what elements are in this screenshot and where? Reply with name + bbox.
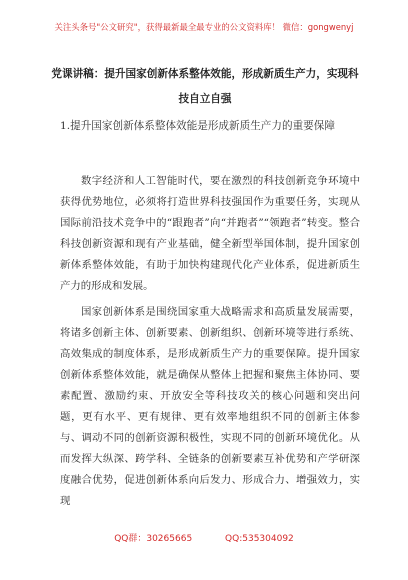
paragraph-1: 数字经济和人工智能时代，要在激烈的科技创新竞争环境中获得优势地位，必须将打造世界科技强国作为重要任务，实现从国际前沿技术竞争中的“跟跑者”向“并跑者”“领跑者”转变。整合科技创新资源和现有产业基础，健全新型举国体制，提升国家创新体系整体效能，有助于加快构建现代化产业体系，促进新质生产力的形成和发展。 [60, 175, 360, 292]
footer-contact [0, 533, 408, 545]
paragraph-2: 国家创新体系是围绕国家重大战略需求和高质量发展需要，将诸多创新主体、创新要素、创新组织、创新环境等进行系统、高效集成的制度体系，是形成新质生产力的重要保障。提升国家创新体系整体效能，就是确保从整体上把握和聚焦主体协同、要素配置、激励约束、开放安全等科技攻关的核心问题和突出问题，更有水平、更有规律、更有效率地组织不同的创新主体参与、调动不同的创新资源积极性，实现不同的创新环境优化。从而发挥大纵深、跨学科、全链条的创新要素互补优势和产学研深度融合优势，促进创新体系向后发力、形成合力、增强效力，实现 [60, 306, 360, 507]
document-title: 党课讲稿：提升国家创新体系整体效能，形成新质生产力，实现科技自立自强 [51, 68, 359, 105]
footer-qq-group: QQ群：30265665 [114, 534, 193, 544]
header-banner: 关注头条号"公文研究"，获得最新最全最专业的公文资料库！ 微信：gongwenyj [54, 22, 354, 32]
section-heading: 1.提升国家创新体系整体效能是形成新质生产力的重要保障 [60, 120, 335, 132]
footer-qq-number: QQ:535304092 [225, 534, 294, 544]
